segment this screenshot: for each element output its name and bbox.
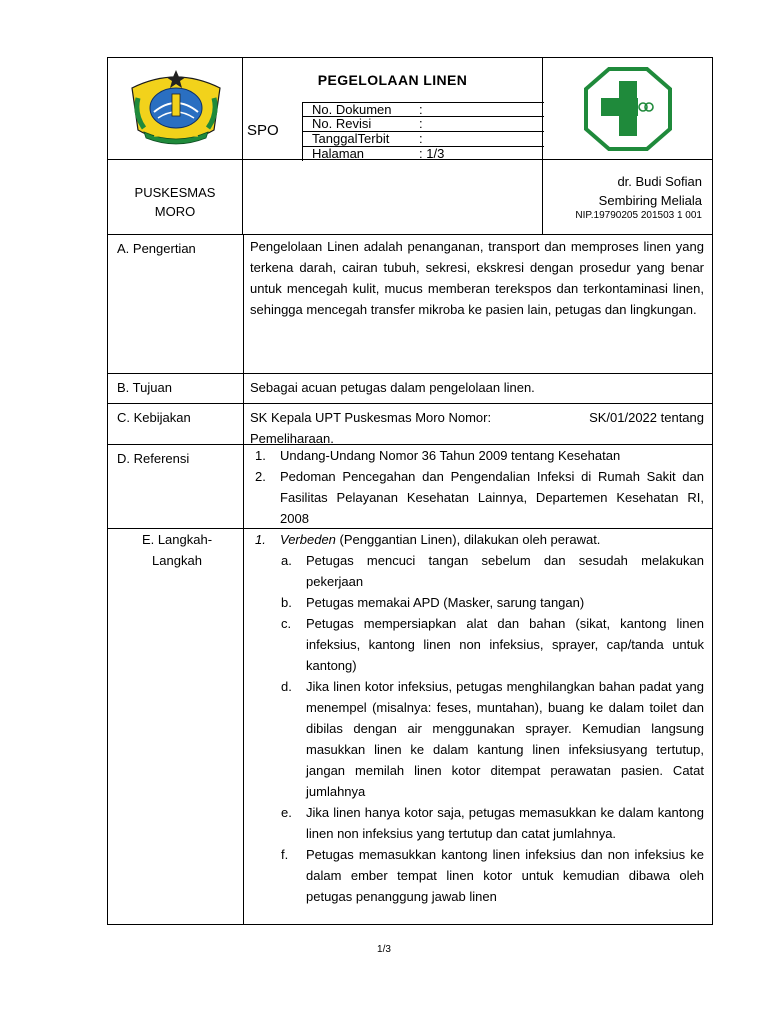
doc-field-value: : 1/3 — [419, 146, 445, 161]
section-label-line-1: E. Langkah- — [141, 532, 213, 547]
section-label — [108, 404, 244, 444]
title-cell — [242, 57, 543, 160]
institution-name: PUSKESMAS MORO — [134, 185, 216, 219]
doc-field-label: TanggalTerbit — [312, 131, 390, 146]
sub-step — [250, 550, 704, 592]
section-label-text — [117, 529, 237, 571]
step-term: Verbeden — [280, 532, 336, 547]
sub-step-letter: d. — [281, 679, 292, 694]
section-pengertian — [107, 234, 713, 374]
section-label-text: A. Pengertian — [117, 241, 196, 256]
doc-field-label: No. Revisi — [312, 116, 372, 131]
section-label — [108, 445, 244, 528]
section-label — [108, 529, 244, 924]
sub-step-text: Jika linen hanya kotor saja, petugas memasukkan ke dalam kantong linen non infeksius yang tertutup dan catat jumlahnya. — [306, 805, 704, 841]
kebijakan-line — [250, 407, 704, 428]
doc-field-value: : — [419, 116, 423, 131]
document-header — [107, 57, 713, 235]
sub-step-letter: e. — [281, 805, 292, 820]
sub-step — [250, 592, 704, 613]
list-item — [250, 466, 704, 529]
section-text: Pengelolaan Linen adalah penanganan, transport dan memproses linen yang terkena darah, cairan tubuh, sekresi, ekskresi dengan prosedur yang benar untuk mencegah kulit, mucus memberan terekspos dan terkontaminasi linen, sehingga mencegah transfer mikroba ke pasien lain, petugas dan lingkungan. — [250, 239, 704, 317]
regency-emblem-cell — [107, 57, 243, 160]
list-item-number: 2. — [255, 469, 266, 484]
sub-step-text: Jika linen kotor infeksius, petugas menghilangkan bahan padat yang menempel (misalnya: feses, muntahan), buang ke dalam toilet dan dibilas dengan air menggunakan sprayer. Kemudian langsung masukkan linen ke dalam kantung linen infeksiusyang tertutup, jangan memilah linen kotor ditempat perawatan pasien. Catat jumlahnya — [306, 679, 704, 799]
signatory-cell — [542, 159, 713, 235]
doc-field-row — [302, 131, 544, 146]
signatory-line-2: Sembiring Meliala — [598, 193, 702, 208]
sub-step-letter: f. — [281, 847, 289, 862]
list-item-number: 1. — [255, 448, 266, 463]
section-label-text: C. Kebijakan — [117, 410, 191, 425]
step-heading-text: (Penggantian Linen), dilakukan oleh perawat. — [335, 532, 601, 547]
sub-step-text: Petugas memakai APD (Masker, sarung tangan) — [306, 595, 585, 610]
sub-step — [250, 613, 704, 676]
document-info-grid — [302, 102, 544, 161]
sub-step-letter: c. — [281, 616, 292, 631]
section-label — [108, 374, 244, 403]
sub-step — [250, 844, 704, 907]
doc-field-label: No. Dokumen — [312, 102, 392, 117]
puskesmas-logo-icon — [583, 66, 673, 152]
doc-field-row — [302, 102, 544, 117]
section-label-text: B. Tujuan — [117, 380, 172, 395]
institution-cell — [107, 159, 243, 235]
section-text — [250, 445, 704, 529]
section-label-line-2: Langkah — [152, 553, 202, 568]
section-label-text: D. Referensi — [117, 451, 190, 466]
regency-emblem-icon — [124, 68, 228, 148]
section-tujuan — [107, 373, 713, 404]
sub-step — [250, 676, 704, 802]
doc-field-row — [302, 116, 544, 131]
list-item-text: Undang-Undang Nomor 36 Tahun 2009 tentang Kesehatan — [280, 448, 621, 463]
puskesmas-logo-cell — [542, 57, 713, 160]
doc-field-value: : — [419, 131, 423, 146]
signatory-name — [543, 172, 712, 210]
section-label — [108, 235, 244, 373]
kebijakan-line-1: SK Kepala UPT Puskesmas Moro Nomor: — [250, 410, 492, 425]
list-item-text: Pedoman Pencegahan dan Pengendalian Infeksi di Rumah Sakit dan Fasilitas Pelayanan Kesehatan Lainnya, Departemen Kesehatan RI, 2008 — [280, 469, 704, 526]
kebijakan-line-1b: SK/01/2022 tentang — [589, 410, 704, 425]
section-text: Sebagai acuan petugas dalam pengelolaan linen. — [250, 380, 535, 395]
sub-step-text: Petugas mencuci tangan sebelum dan sesudah melakukan pekerjaan — [306, 553, 704, 589]
section-langkah — [107, 528, 713, 925]
section-referensi — [107, 444, 713, 529]
sub-step — [250, 802, 704, 844]
section-kebijakan — [107, 403, 713, 445]
spo-label: SPO — [247, 122, 279, 139]
signatory-line-1: dr. Budi Sofian — [617, 174, 702, 189]
sub-step-text: Petugas memasukkan kantong linen infeksius dan non infeksius ke dalam ember tempat linen kotor untuk kemudian dibawa oleh petugas penanggung jawab linen — [306, 847, 704, 904]
sub-step-text: Petugas mempersiapkan alat dan bahan (sikat, kantong linen infeksius, kantong linen non infeksius, sprayer, cap/tanda untuk kantong) — [306, 616, 704, 673]
section-text — [250, 529, 704, 907]
signatory-nip: NIP.19790205 201503 1 001 — [575, 210, 702, 221]
sub-step-letter: b. — [281, 595, 292, 610]
list-item — [250, 445, 704, 466]
kebijakan-line-2: Pemeliharaan. — [250, 431, 334, 446]
page-number: 1/3 — [377, 944, 391, 955]
blank-cell — [242, 159, 543, 235]
sub-step-letter: a. — [281, 553, 292, 568]
document-title: PEGELOLAAN LINEN — [317, 72, 468, 88]
doc-field-label: Halaman — [312, 146, 365, 161]
step-heading — [250, 529, 704, 550]
doc-field-value: : — [419, 102, 423, 117]
step-number: 1. — [255, 532, 266, 547]
section-text — [250, 407, 704, 449]
